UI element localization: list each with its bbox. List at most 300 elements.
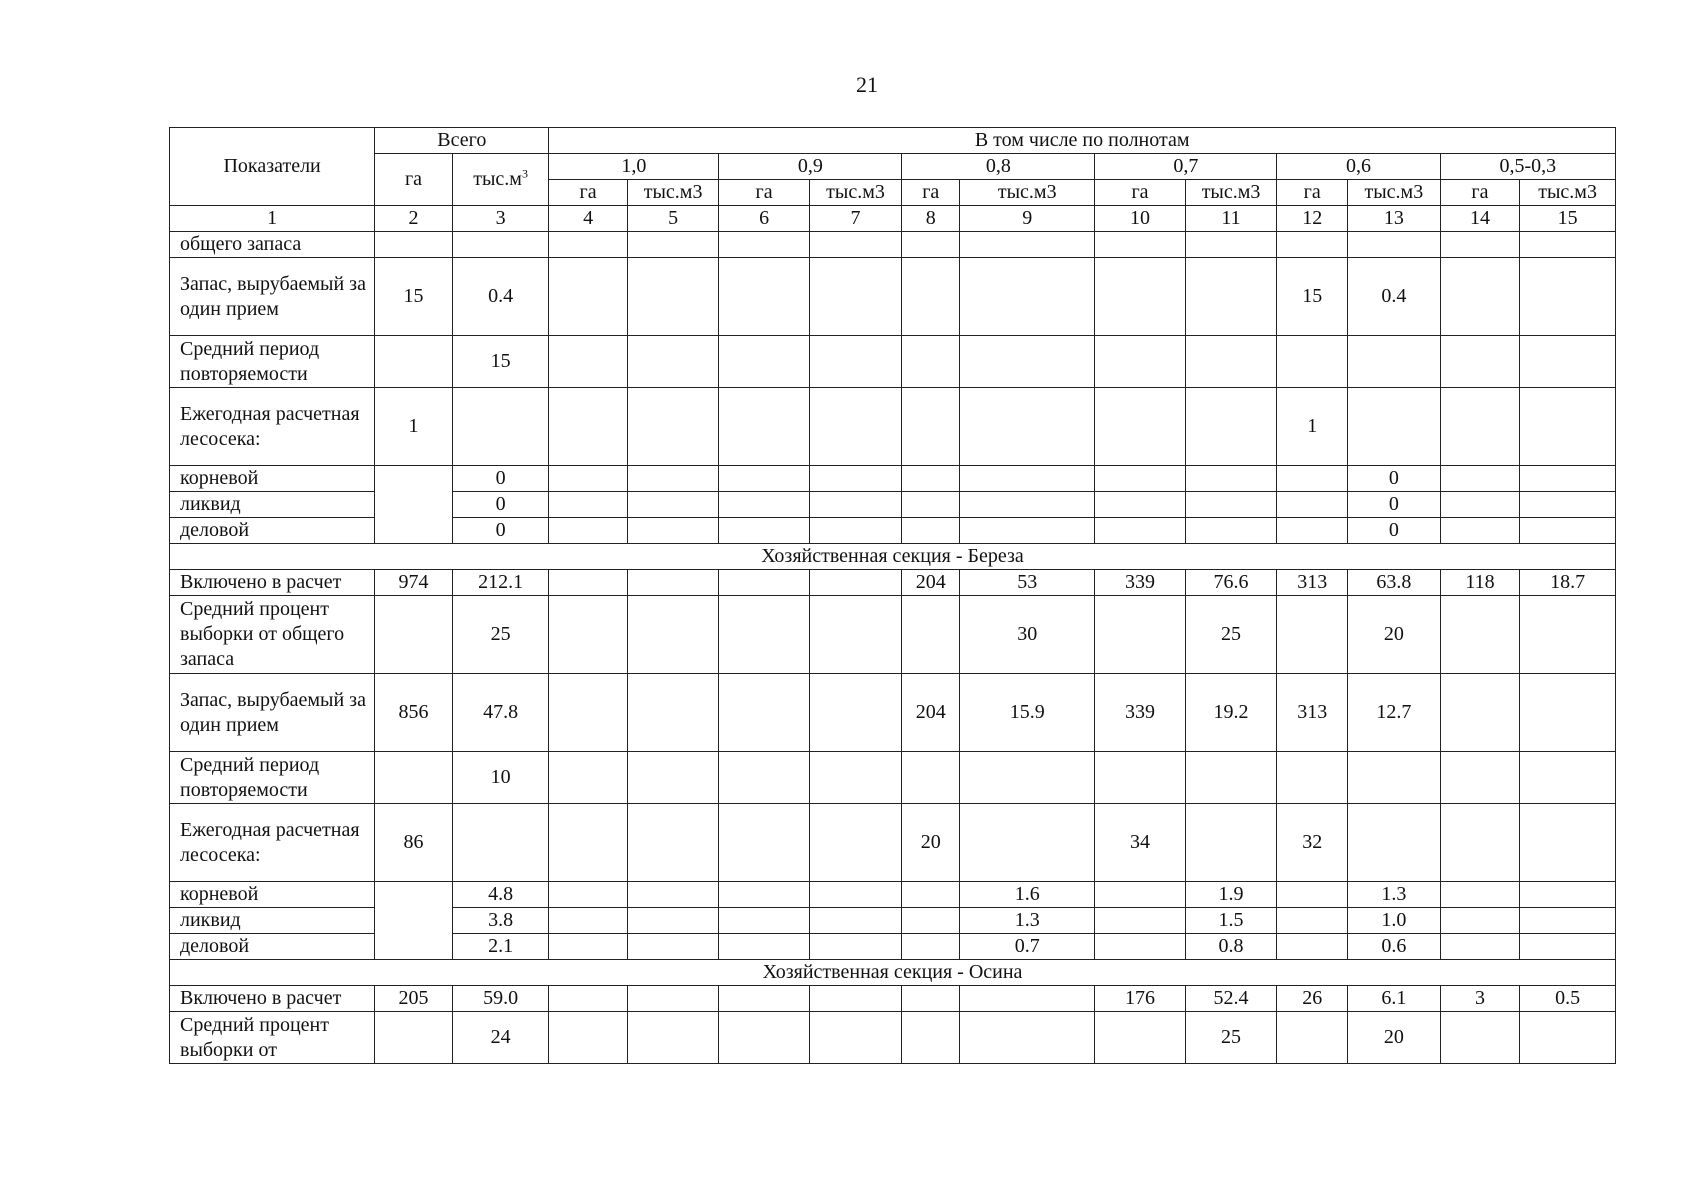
- table-cell: [719, 986, 809, 1012]
- table-cell: [627, 1012, 719, 1064]
- column-number: 14: [1440, 206, 1520, 232]
- table-cell: 2.1: [452, 934, 549, 960]
- table-cell: [809, 336, 902, 388]
- table-cell: [1348, 232, 1441, 258]
- table-cell: [627, 336, 719, 388]
- table-cell: [549, 752, 627, 804]
- header-indicators: Показатели: [170, 128, 375, 206]
- table-cell: [1520, 518, 1616, 544]
- table-cell: [1440, 804, 1520, 882]
- table-cell: [1348, 388, 1441, 466]
- table-cell: [902, 492, 960, 518]
- column-number: 9: [960, 206, 1095, 232]
- table-cell: 3: [1440, 986, 1520, 1012]
- table-cell: [719, 518, 809, 544]
- table-cell: [1095, 908, 1185, 934]
- table-row: [170, 596, 1616, 674]
- row-label: корневой: [170, 466, 375, 492]
- table-cell: [1185, 336, 1277, 388]
- table-cell: [1185, 258, 1277, 336]
- header-ha: га: [1440, 180, 1520, 206]
- table-cell: [1348, 804, 1441, 882]
- column-number: 10: [1095, 206, 1185, 232]
- table-cell: 86: [375, 804, 453, 882]
- table-cell: [627, 388, 719, 466]
- table-cell: 10: [452, 752, 549, 804]
- header-volume: тыс.м3: [627, 180, 719, 206]
- table-cell: [719, 336, 809, 388]
- table-cell: [627, 934, 719, 960]
- table-cell: [1095, 1012, 1185, 1064]
- table-cell: 204: [902, 674, 960, 752]
- row-label: Включено в расчет: [170, 570, 375, 596]
- table-cell: [1440, 492, 1520, 518]
- table-row: [170, 258, 1616, 336]
- header-ha: га: [902, 180, 960, 206]
- volume-unit-exponent: 3: [521, 166, 528, 181]
- header-row-2: [170, 154, 1616, 180]
- column-number: 1: [170, 206, 375, 232]
- column-number: 5: [627, 206, 719, 232]
- table-row: [170, 388, 1616, 466]
- table-cell: 59.0: [452, 986, 549, 1012]
- table-cell: 63.8: [1348, 570, 1441, 596]
- table-cell: [1440, 1012, 1520, 1064]
- table-cell: [1095, 492, 1185, 518]
- table-cell: 15: [375, 258, 453, 336]
- table-cell: 118: [1440, 570, 1520, 596]
- section-row: [170, 544, 1616, 570]
- table-cell: 52.4: [1185, 986, 1277, 1012]
- table-cell: [719, 882, 809, 908]
- header-density: 0,9: [719, 154, 902, 180]
- table-cell: [549, 934, 627, 960]
- header-ha: га: [549, 180, 627, 206]
- table-cell: [960, 466, 1095, 492]
- table-cell: [719, 596, 809, 674]
- table-cell: [1520, 492, 1616, 518]
- table-cell: 25: [1185, 1012, 1277, 1064]
- column-number: 12: [1277, 206, 1348, 232]
- table-cell: [1440, 934, 1520, 960]
- table-cell: 12.7: [1348, 674, 1441, 752]
- table-cell: [1520, 882, 1616, 908]
- table-cell: [1348, 752, 1441, 804]
- table-cell: [1095, 596, 1185, 674]
- table-cell: [809, 258, 902, 336]
- table-cell: [1277, 596, 1348, 674]
- table-cell: [375, 752, 453, 804]
- table-row: [170, 804, 1616, 882]
- table-cell: [549, 570, 627, 596]
- table-cell: [1440, 752, 1520, 804]
- table-cell: [809, 986, 902, 1012]
- table-cell: 339: [1095, 674, 1185, 752]
- section-row: [170, 960, 1616, 986]
- table-cell: [375, 882, 453, 960]
- table-cell: [627, 258, 719, 336]
- table-row: [170, 336, 1616, 388]
- table-cell: [627, 908, 719, 934]
- row-label: Ежегодная расчетная лесосека:: [170, 388, 375, 466]
- table-cell: 20: [1348, 1012, 1441, 1064]
- table-cell: [1185, 804, 1277, 882]
- table-cell: 18.7: [1520, 570, 1616, 596]
- row-label: Средний период повторяемости: [170, 336, 375, 388]
- table-cell: [719, 466, 809, 492]
- row-label: Средний период повторяемости: [170, 752, 375, 804]
- table-cell: 856: [375, 674, 453, 752]
- header-density: 0,8: [902, 154, 1095, 180]
- table-cell: [1520, 258, 1616, 336]
- header-total-volume: [452, 154, 549, 206]
- table-cell: 19.2: [1185, 674, 1277, 752]
- table-cell: [1440, 908, 1520, 934]
- header-volume: тыс.м3: [1520, 180, 1616, 206]
- table-cell: [549, 882, 627, 908]
- table-cell: [1095, 934, 1185, 960]
- row-label: Запас, вырубаемый за один прием: [170, 674, 375, 752]
- table-cell: 974: [375, 570, 453, 596]
- table-cell: [960, 258, 1095, 336]
- table-cell: 0.6: [1348, 934, 1441, 960]
- table-cell: 25: [1185, 596, 1277, 674]
- table-cell: [1095, 232, 1185, 258]
- table-cell: [1277, 336, 1348, 388]
- table-cell: [809, 804, 902, 882]
- table-cell: [809, 518, 902, 544]
- table-cell: [719, 752, 809, 804]
- table-cell: [1440, 674, 1520, 752]
- table-cell: [960, 492, 1095, 518]
- table-cell: 0.4: [452, 258, 549, 336]
- column-number: 3: [452, 206, 549, 232]
- table-cell: 212.1: [452, 570, 549, 596]
- column-number: 7: [809, 206, 902, 232]
- header-volume: тыс.м3: [960, 180, 1095, 206]
- table-cell: [549, 232, 627, 258]
- table-cell: [719, 674, 809, 752]
- row-label: Ежегодная расчетная лесосека:: [170, 804, 375, 882]
- table-row: [170, 1012, 1616, 1064]
- table-cell: [960, 388, 1095, 466]
- column-number: 15: [1520, 206, 1616, 232]
- table-cell: [902, 388, 960, 466]
- table-cell: 0: [452, 466, 549, 492]
- table-cell: [627, 804, 719, 882]
- table-cell: [549, 1012, 627, 1064]
- table-cell: [1520, 1012, 1616, 1064]
- table-cell: [1185, 388, 1277, 466]
- table-cell: [452, 804, 549, 882]
- table-cell: [902, 518, 960, 544]
- header-total-ha: га: [375, 154, 453, 206]
- header-ha: га: [1095, 180, 1185, 206]
- table-cell: [719, 934, 809, 960]
- table-cell: [1520, 674, 1616, 752]
- column-number: 4: [549, 206, 627, 232]
- table-cell: [902, 752, 960, 804]
- table-cell: [809, 1012, 902, 1064]
- table-cell: [375, 336, 453, 388]
- table-cell: 3.8: [452, 908, 549, 934]
- table-cell: 47.8: [452, 674, 549, 752]
- table-cell: [1440, 388, 1520, 466]
- table-cell: [960, 804, 1095, 882]
- table-cell: 1.5: [1185, 908, 1277, 934]
- table-cell: 0.4: [1348, 258, 1441, 336]
- table-cell: 34: [1095, 804, 1185, 882]
- table-row: [170, 570, 1616, 596]
- table-cell: [627, 232, 719, 258]
- table-cell: [1095, 466, 1185, 492]
- table-cell: [1095, 752, 1185, 804]
- table-cell: 0.5: [1520, 986, 1616, 1012]
- table-cell: [627, 986, 719, 1012]
- table-cell: 204: [902, 570, 960, 596]
- table-cell: [549, 674, 627, 752]
- table-cell: 0.7: [960, 934, 1095, 960]
- table-cell: [1277, 492, 1348, 518]
- table-cell: 20: [902, 804, 960, 882]
- table-cell: [809, 570, 902, 596]
- table-cell: 1.3: [1348, 882, 1441, 908]
- table-cell: [549, 492, 627, 518]
- table-cell: [627, 492, 719, 518]
- table-cell: [1440, 258, 1520, 336]
- column-number: 13: [1348, 206, 1441, 232]
- table-cell: [1095, 882, 1185, 908]
- table-cell: [719, 1012, 809, 1064]
- table-cell: [549, 986, 627, 1012]
- table-cell: [809, 674, 902, 752]
- table-cell: [1440, 518, 1520, 544]
- table-cell: [1095, 336, 1185, 388]
- table-row: [170, 882, 1616, 908]
- header-density: 0,7: [1095, 154, 1277, 180]
- column-number: 11: [1185, 206, 1277, 232]
- table-cell: [960, 232, 1095, 258]
- header-total: Всего: [375, 128, 549, 154]
- table-cell: [809, 388, 902, 466]
- table-cell: [1440, 466, 1520, 492]
- table-cell: [809, 596, 902, 674]
- table-cell: [1520, 596, 1616, 674]
- header-volume: тыс.м3: [1185, 180, 1277, 206]
- table-cell: 0: [1348, 518, 1441, 544]
- table-cell: [1277, 908, 1348, 934]
- table-cell: [902, 336, 960, 388]
- table-cell: [627, 674, 719, 752]
- table-cell: [809, 908, 902, 934]
- table-cell: [960, 336, 1095, 388]
- table-cell: 313: [1277, 570, 1348, 596]
- table-cell: [549, 336, 627, 388]
- header-row-1: [170, 128, 1616, 154]
- header-density: 1,0: [549, 154, 719, 180]
- table-cell: 6.1: [1348, 986, 1441, 1012]
- table-cell: [627, 466, 719, 492]
- table-cell: [549, 804, 627, 882]
- table-cell: [960, 986, 1095, 1012]
- column-number: 6: [719, 206, 809, 232]
- column-numbers-row: [170, 206, 1616, 232]
- table-cell: 1.3: [960, 908, 1095, 934]
- table-cell: [902, 232, 960, 258]
- row-label: ликвид: [170, 908, 375, 934]
- table-cell: 0.8: [1185, 934, 1277, 960]
- row-label: Средний процент выборки от: [170, 1012, 375, 1064]
- table-cell: [1095, 388, 1185, 466]
- table-row: [170, 232, 1616, 258]
- table-cell: 1: [375, 388, 453, 466]
- table-cell: [627, 570, 719, 596]
- table-cell: [1277, 752, 1348, 804]
- table-cell: [809, 934, 902, 960]
- table-cell: [1520, 388, 1616, 466]
- volume-unit: тыс.м: [473, 168, 522, 190]
- table-cell: [902, 596, 960, 674]
- table-cell: 24: [452, 1012, 549, 1064]
- table-cell: [549, 596, 627, 674]
- header-ha: га: [1277, 180, 1348, 206]
- table-cell: [960, 752, 1095, 804]
- table-cell: 0: [452, 518, 549, 544]
- table-cell: [549, 908, 627, 934]
- table-cell: 0: [452, 492, 549, 518]
- table-cell: 76.6: [1185, 570, 1277, 596]
- table-cell: [1277, 518, 1348, 544]
- table-cell: [719, 908, 809, 934]
- table-cell: 15.9: [960, 674, 1095, 752]
- table-row: [170, 674, 1616, 752]
- table-cell: 4.8: [452, 882, 549, 908]
- column-number: 8: [902, 206, 960, 232]
- row-label: Средний процент выборки от общего запаса: [170, 596, 375, 674]
- table-cell: [627, 518, 719, 544]
- header-density: 0,5-0,3: [1440, 154, 1615, 180]
- row-label: деловой: [170, 518, 375, 544]
- header-density: 0,6: [1277, 154, 1440, 180]
- header-ha: га: [719, 180, 809, 206]
- column-number: 2: [375, 206, 453, 232]
- table-cell: [809, 882, 902, 908]
- table-cell: [719, 804, 809, 882]
- table-cell: [719, 388, 809, 466]
- row-label: деловой: [170, 934, 375, 960]
- table-cell: [1095, 258, 1185, 336]
- table-cell: 0: [1348, 466, 1441, 492]
- table-cell: [1185, 232, 1277, 258]
- table-cell: 26: [1277, 986, 1348, 1012]
- table-cell: [902, 934, 960, 960]
- header-volume: тыс.м3: [809, 180, 902, 206]
- table-cell: [1185, 752, 1277, 804]
- table-cell: [1095, 518, 1185, 544]
- table-cell: 1: [1277, 388, 1348, 466]
- table-cell: [809, 752, 902, 804]
- table-cell: [719, 232, 809, 258]
- table-cell: 176: [1095, 986, 1185, 1012]
- table-cell: [1440, 232, 1520, 258]
- table-cell: [1185, 518, 1277, 544]
- table-cell: [902, 258, 960, 336]
- table-cell: 205: [375, 986, 453, 1012]
- table-cell: 339: [1095, 570, 1185, 596]
- table-cell: [549, 466, 627, 492]
- table-cell: [375, 1012, 453, 1064]
- table-cell: [1520, 336, 1616, 388]
- table-cell: [1440, 882, 1520, 908]
- page-number: 21: [856, 72, 878, 97]
- table-cell: [902, 466, 960, 492]
- table-cell: [719, 258, 809, 336]
- table-cell: [549, 388, 627, 466]
- row-label: корневой: [170, 882, 375, 908]
- row-label: Запас, вырубаемый за один прием: [170, 258, 375, 336]
- table-cell: [375, 466, 453, 544]
- table-cell: [1520, 908, 1616, 934]
- header-volume: тыс.м3: [1348, 180, 1441, 206]
- table-cell: [719, 570, 809, 596]
- table-cell: [452, 388, 549, 466]
- table-cell: [809, 232, 902, 258]
- table-cell: [1277, 466, 1348, 492]
- row-label: ликвид: [170, 492, 375, 518]
- table-cell: [809, 466, 902, 492]
- table-cell: [902, 882, 960, 908]
- table-cell: 20: [1348, 596, 1441, 674]
- table-cell: [1520, 466, 1616, 492]
- table-cell: [627, 752, 719, 804]
- table-cell: 313: [1277, 674, 1348, 752]
- table-cell: [1440, 336, 1520, 388]
- section-title: Хозяйственная секция - Осина: [170, 960, 1616, 986]
- table-cell: [1277, 1012, 1348, 1064]
- table-cell: 0: [1348, 492, 1441, 518]
- table-cell: 15: [1277, 258, 1348, 336]
- table-cell: [627, 596, 719, 674]
- table-cell: [1185, 492, 1277, 518]
- row-label: Включено в расчет: [170, 986, 375, 1012]
- table-cell: [1440, 596, 1520, 674]
- table-cell: [549, 518, 627, 544]
- table-cell: 32: [1277, 804, 1348, 882]
- table-cell: [719, 492, 809, 518]
- table-cell: [1520, 934, 1616, 960]
- table-cell: [627, 882, 719, 908]
- table-cell: [902, 986, 960, 1012]
- table-cell: [960, 518, 1095, 544]
- table-cell: [452, 232, 549, 258]
- table-cell: 15: [452, 336, 549, 388]
- table-cell: [1348, 336, 1441, 388]
- table-cell: 1.9: [1185, 882, 1277, 908]
- forest-data-table: [169, 127, 1616, 1064]
- table-cell: [375, 232, 453, 258]
- table-cell: [1520, 752, 1616, 804]
- table-cell: 53: [960, 570, 1095, 596]
- table-cell: [902, 908, 960, 934]
- table-cell: [1277, 882, 1348, 908]
- table-cell: [549, 258, 627, 336]
- table-cell: [960, 1012, 1095, 1064]
- section-title: Хозяйственная секция - Береза: [170, 544, 1616, 570]
- table-cell: [809, 492, 902, 518]
- table-cell: [1520, 804, 1616, 882]
- table-cell: 1.6: [960, 882, 1095, 908]
- table-cell: 30: [960, 596, 1095, 674]
